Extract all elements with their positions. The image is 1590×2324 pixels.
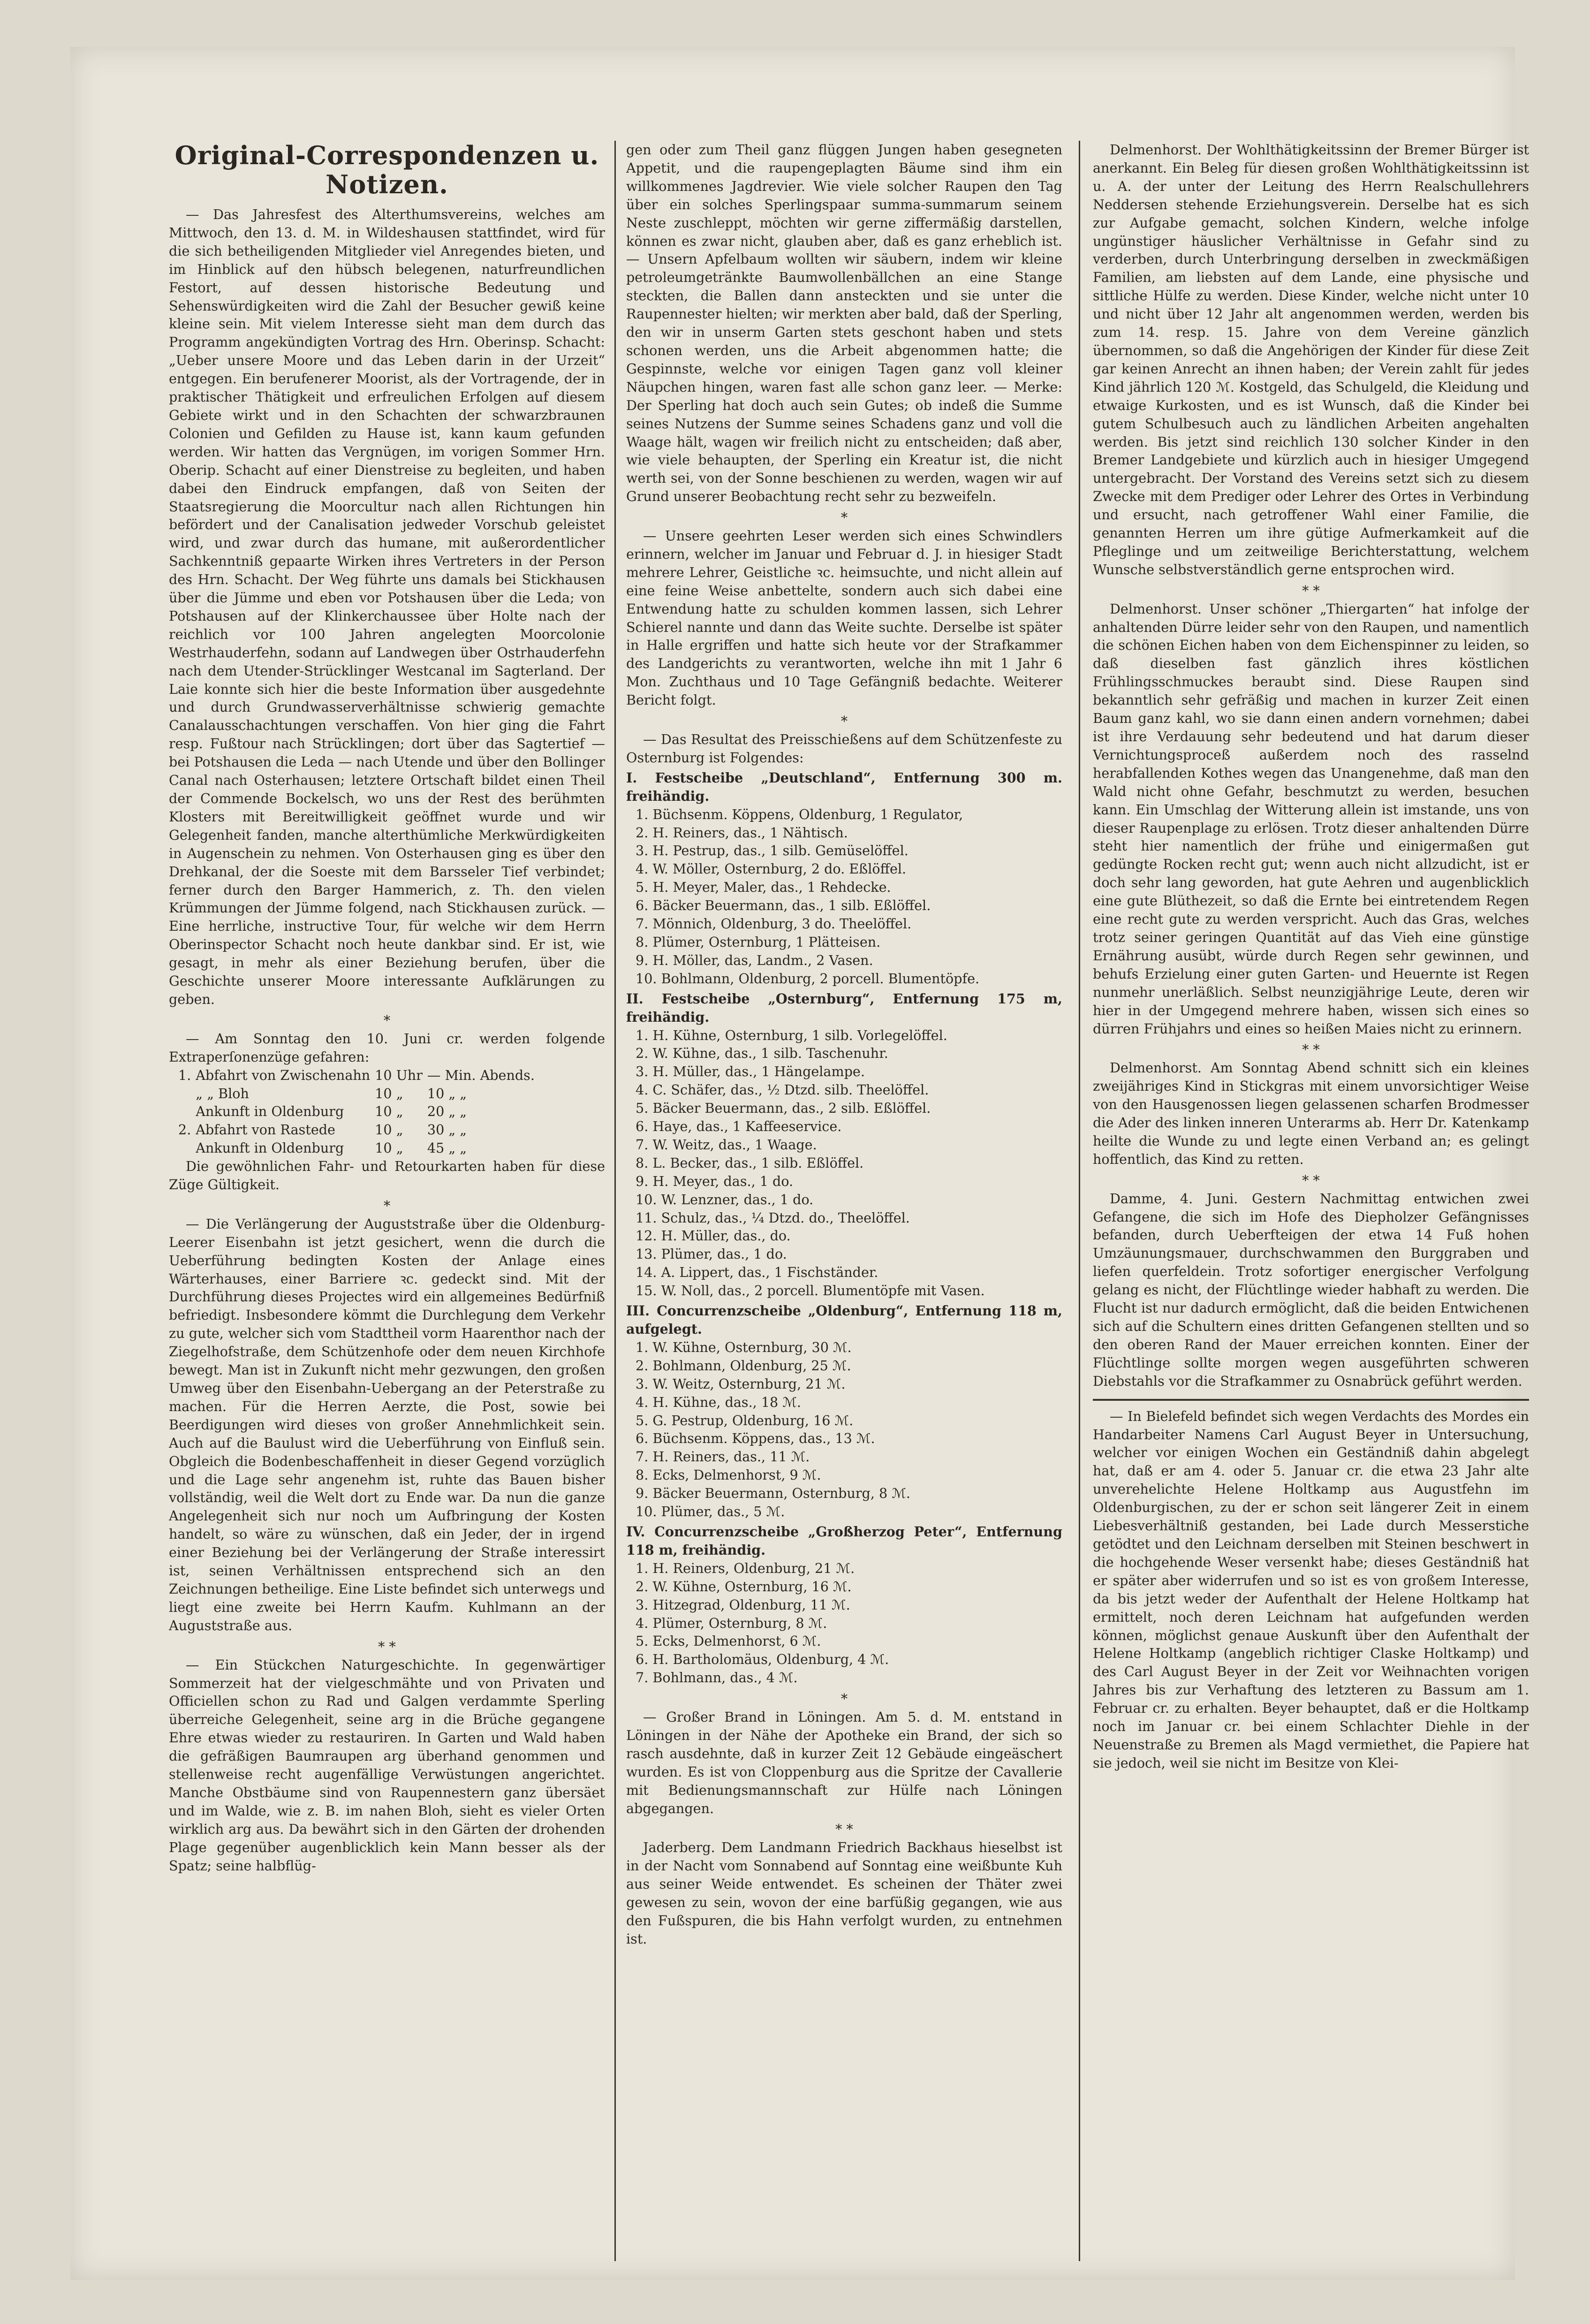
results-list-2 bbox=[626, 1026, 1062, 1300]
table-row: 1. Abfahrt von Zwischenahn 10 Uhr — Min. Abends. bbox=[178, 1067, 535, 1083]
column-3 bbox=[1093, 141, 1529, 2261]
section-festscheibe-osternburg: II. Festscheibe „Osternburg“, Entfernung 175 m, freihändig. bbox=[626, 990, 1062, 1025]
article-preisschiessen-intro: — Das Resultat des Preisschießens auf dem Schützenfeste zu Osternburg ist Folgendes: bbox=[626, 731, 1062, 766]
newspaper-page bbox=[70, 47, 1529, 2280]
section-concurrenz-grossherzog: IV. Concurrenzscheibe „Großherzog Peter“, Entfernung 118 m, freihändig. bbox=[626, 1523, 1062, 1558]
separator-star: * bbox=[383, 1012, 391, 1028]
list-item: 12. H. Müller, das., do. bbox=[636, 1228, 791, 1244]
list-item: 10. W. Lenzner, das., 1 do. bbox=[636, 1191, 814, 1208]
list-item: 8. Plümer, Osternburg, 1 Plätteisen. bbox=[636, 934, 881, 950]
article-jaderberg: Jaderberg. Dem Landmann Friedrich Backhaus hieselbst ist in der Nacht vom Sonnabend auf Sonntag eine weißbunte Kuh aus seiner Weide entwendet. Es scheinen der Thäter zwei gewesen zu sein, wovon der eine barfüßig gegangen, wie aus den Fußspuren, die bis Hahn verfolgt wurden, zu entnehmen ist. bbox=[626, 1839, 1062, 1947]
column-2 bbox=[626, 141, 1062, 2261]
list-item: 5. G. Pestrup, Oldenburg, 16 ℳ. bbox=[636, 1412, 854, 1428]
article-extrazuege-note: Die gewöhnlichen Fahr- und Retourkarten haben für diese Züge Gültigkeit. bbox=[169, 1158, 605, 1193]
list-item: 9. H. Möller, das, Landm., 2 Vasen. bbox=[636, 952, 873, 968]
list-item: 1. W. Kühne, Osternburg, 30 ℳ. bbox=[636, 1339, 852, 1355]
article-naturgeschichte-cont: gen oder zum Theil ganz flüggen Jungen haben gesegneten Appetit, und die raupengeplagten Bäume sind ihm ein willkommenes Jagdrevier. Wie viele solcher Raupen den Tag über ein solches Sperlingspaar summa-summarum seinem Neste zuschleppt, möchten wir gerne ziffermäßig darstellen, können es zwar nicht, glauben aber, daß es ganz erheblich ist. — Unsern Apfelbaum wollten wir säubern, indem wir kleine petroleumgetränkte Baumwollenbällchen an eine Stange steckten, die Ballen dann ansteckten und sie unter die Raupennester hielten; wir merkten aber bald, daß der Sperling, den wir in unserm Garten stets geschont haben und stets schonen werden, uns die Arbeit abgenommen hatte; die Gespinnste, welche vor einigen Tagen ganz voll kleiner Näupchen hingen, waren fast alle schon ganz leer. — Merke: Der Sperling hat doch auch sein Gutes; ob indeß die Summe seines Nutzens der Summe seines Schadens ganz und voll die Waage hält, wagen wir freilich nicht zu entscheiden; daß aber, wie viele behaupten, der Sperling ein Kreatur ist, die nicht werth sei, von der Sonne beschienen zu werden, wagen wir auf Grund unserer Beobachtung recht sehr zu bezweifeln. bbox=[626, 142, 1062, 505]
list-item: 4. W. Möller, Osternburg, 2 do. Eßlöffel. bbox=[636, 861, 907, 877]
list-item: 1. H. Reiners, Oldenburg, 21 ℳ. bbox=[636, 1560, 855, 1576]
list-item: 5. Ecks, Delmenhorst, 6 ℳ. bbox=[636, 1633, 821, 1649]
list-item: 10. Plümer, das., 5 ℳ. bbox=[636, 1504, 785, 1520]
list-item: 9. Bäcker Beuermann, Osternburg, 8 ℳ. bbox=[636, 1485, 910, 1502]
list-item: 3. H. Pestrup, das., 1 silb. Gemüselöffel. bbox=[636, 843, 909, 859]
list-item: 7. H. Reiners, das., 11 ℳ. bbox=[636, 1449, 810, 1465]
list-item: 5. Bäcker Beuermann, das., 2 silb. Eßlöffel. bbox=[636, 1100, 931, 1116]
list-item: 2. Bohlmann, Oldenburg, 25 ℳ. bbox=[636, 1357, 851, 1374]
separator-star: * bbox=[840, 1691, 848, 1707]
list-item: 3. H. Müller, das., 1 Hängelampe. bbox=[636, 1063, 865, 1080]
list-item: 13. Plümer, das., 1 do. bbox=[636, 1246, 787, 1262]
article-extrazuege-intro: — Am Sonntag den 10. Juni cr. werden folgende Extraperſonenzüge gefahren: bbox=[169, 1030, 605, 1065]
table-row: Ankunft in Oldenburg 10 „ 45 „ „ bbox=[196, 1140, 467, 1156]
list-item: 2. W. Kühne, Osternburg, 16 ℳ. bbox=[636, 1578, 852, 1595]
list-item: 10. Bohlmann, Oldenburg, 2 porcell. Blumentöpfe. bbox=[636, 970, 980, 987]
list-item: 2. W. Kühne, das., 1 silb. Taschenuhr. bbox=[636, 1045, 888, 1062]
section-divider bbox=[1093, 1399, 1529, 1401]
list-item: 6. Bäcker Beuermann, das., 1 silb. Eßlöffel. bbox=[636, 897, 931, 914]
separator-star: * * bbox=[835, 1821, 853, 1838]
separator-star: * * bbox=[1302, 1041, 1320, 1058]
results-list-3 bbox=[626, 1338, 1062, 1521]
list-item: 15. W. Noll, das., 2 porcell. Blumentöpfe mit Vasen. bbox=[636, 1283, 985, 1299]
list-item: 11. Schulz, das., ¼ Dtzd. do., Theelöffel. bbox=[636, 1209, 910, 1226]
list-item: 3. Hitzegrad, Oldenburg, 11 ℳ. bbox=[636, 1596, 850, 1613]
section-heading: Original-Correspondenzen u. Notizen. bbox=[174, 141, 599, 199]
article-brand-loeningen: — Großer Brand in Löningen. Am 5. d. M. entstand in Löningen in der Nähe der Apotheke ein Brand, der sich so rasch ausdehnte, daß in kurzer Zeit 12 Gebäude eingeäschert wurden. Es ist von Cloppenburg aus die Spritze der Cavallerie mit Bedienungsmannschaft zur Hülfe nach Löningen abgegangen. bbox=[626, 1709, 1062, 1816]
article-bielefeld: — In Bielefeld befindet sich wegen Verdachts des Mordes ein Handarbeiter Namens Carl August Beyer in Untersuchung, welcher vor einigen Wochen ein Geständniß dahin abgelegt hat, daß er am 4. oder 5. Januar cr. die etwa 23 Jahr alte unverehelichte Helene Holtkamp aus Augustfehn im Oldenburgischen, zu der er schon seit längerer Zeit in einem Liebesverhältniß gestanden, bei Lade durch Messerstiche getödtet und den Leichnam derselben mit Steinen beschwert in die hochgehende Weser versenkt habe; dieses Geständniß hat er später aber widerrufen und so ist es von großem Interesse, da bis jetzt weder der Aufenthalt der Helene Holtkamp hat ermittelt, noch deren Leichnam hat aufgefunden werden können, möglichst genaue Auskunft über den Aufenthalt der Helene Holtkamp (angeblich richtiger Claske Holtkamp) und des Carl August Beyer in der Zeit vor Weihnachten vorigen Jahres bis zur Verhaftung des letzteren zu Bassum am 1. Februar cr. zu erhalten. Beyer behauptet, daß er die Holtkamp noch im Januar cr. bei einem Schlachter Diehle in der Neuenstraße zu Bremen als Magd vermiethet, die Papiere hat sie jedoch, weil sie nicht im Besitze von Klei- bbox=[1093, 1408, 1529, 1771]
list-item: 3. W. Weitz, Osternburg, 21 ℳ. bbox=[636, 1375, 846, 1392]
train-schedule bbox=[178, 1066, 539, 1158]
column-rule bbox=[1079, 141, 1080, 2261]
list-item: 8. Ecks, Delmenhorst, 9 ℳ. bbox=[636, 1467, 821, 1483]
list-item: 6. Haye, das., 1 Kaffeeservice. bbox=[636, 1118, 842, 1135]
article-delmenhorst-kind: Delmenhorst. Am Sonntag Abend schnitt sich ein kleines zweijähriges Kind in Stickgras mit einem unvorsichtiger Weise von den Hausgenossen liegen gelassenen scharfen Brodmesser die Ader des linken inneren Unterarms ab. Herr Dr. Katenkamp heilte die Wunde zu und legte einen Verband an; es gelingt hoffentlich, das Kind zu retten. bbox=[1093, 1060, 1529, 1167]
article-alterthumsverein: — Das Jahresfest des Alterthumsvereins, welches am Mittwoch, den 13. d. M. in Wildeshausen stattfindet, wird für die sich betheiligenden Mitglieder viel Anregendes bieten, und im Hinblick auf den hübsch belegenen, naturfreundlichen Festort, auf dessen historische Bedeutung und Sehenswürdigkeiten wird die Zahl der Besucher gewiß keine kleine sein. Mit vielem Interesse sieht man dem durch das Programm angekündigten Vortrag des Hrn. Oberinsp. Schacht: „Ueber unsere Moore und das Leben darin in der Urzeit“ entgegen. Ein berufenerer Moorist, als der Vortragende, der in praktischer Thätigkeit und erfreulichen Erfolgen auf diesem Gebiete wirkt und in den Schachten der schwarzbraunen Colonien und Gefilden zu Hause ist, kann kaum gefunden werden. Wir hatten das Vergnügen, im vorigen Sommer Hrn. Oberip. Schacht auf einer Dienstreise zu begleiten, und haben dabei den Eindruck empfangen, daß von Seiten der Staatsregierung die Moorcultur nach allen Richtungen hin befördert und der Canalisation jedweder Vorschub geleistet wird, und zwar durch das humane, mit außerordentlicher Sachkenntniß gepaarte Wirken ihres Vertreters in der Person des Hrn. Schacht. Der Weg führte uns damals bei Stickhausen über die Jümme und eben vor Potshausen über die Leda; von Potshausen auf der Klinkerchaussee über Holte nach der reichlich vor 100 Jahren angelegten Moorcolonie Westrhauderfehn, sodann auf Landwegen über Ostrhauderfehn nach dem Utender-Strücklinger Westcanal im Sagterland. Der Laie konnte sich hier die beste Information über ausgedehnte und durch Grundwasserverhältnisse schwierig gemachte Canalausschachtungen verschaffen. Von hier ging die Fahrt resp. Fußtour nach Strücklingen; dort über das Sagtertief — bei Potshausen die Leda — nach Utende und über den Bollinger Canal nach Osterhausen; letztere Ortschaft bildet einen Theil der Commende Bockelsch, wo uns der Rest des berühmten Klosters mit Bereitwilligkeit geöffnet wurde und wir Gelegenheit fanden, manche alterthümliche Merkwürdigkeiten in Augenschein zu nehmen. Von Osterhausen ging es über den Drehkanal, der die Soeste mit dem Barsseler Tief verbindet; ferner durch den Barger Hammerich, z. Th. den vielen Krümmungen der Jümme folgend, nach Stickhausen zurück. — Eine herrliche, instructive Tour, für welche wir dem Herrn Oberinspector Schacht noch heute dankbar sind. Er ist, wie gesagt, in mehr als einer Beziehung berufen, über die Geschichte unserer Moore interessante Aufklärungen zu geben. bbox=[169, 206, 605, 1007]
section-festscheibe-deutschland: I. Festscheibe „Deutschland“, Entfernung 300 m. freihändig. bbox=[626, 769, 1062, 804]
separator-star: * bbox=[383, 1197, 391, 1214]
separator-star: * * bbox=[1302, 582, 1320, 599]
results-list-4 bbox=[626, 1559, 1062, 1687]
list-item: 2. H. Reiners, das., 1 Nähtisch. bbox=[636, 824, 848, 841]
article-schwindler: — Unsere geehrten Leser werden sich eines Schwindlers erinnern, welcher im Januar und Februar d. J. in hiesiger Stadt mehrere Lehrer, Geistliche ꝛc. heimsuchte, und nicht allein auf eine feine Weise anbettelte, sondern auch sich dabei eine Entwendung hatte zu schulden kommen lassen, sich Lehrer Schierel nannte und dann das Weite suchte. Derselbe ist später in Halle ergriffen und hatte sich heute vor der Strafkammer des Landgerichts zu verantworten, welche ihn mit 1 Jahr 6 Mon. Zuchthaus und 10 Tage Gefängniß bedachte. Weiterer Bericht folgt. bbox=[626, 528, 1062, 708]
table-row: Ankunft in Oldenburg 10 „ 20 „ „ bbox=[196, 1103, 467, 1120]
list-item: 9. H. Meyer, das., 1 do. bbox=[636, 1173, 794, 1189]
column-1 bbox=[169, 141, 605, 2261]
article-auguststrasse: — Die Verlängerung der Auguststraße über die Oldenburg-Leerer Eisenbahn ist jetzt gesichert, wenn die durch die Ueberführung bedingten Kosten der Anlage eines Wärterhauses, einer Barriere ꝛc. gedeckt sind. Mit der Durchführung dieses Projectes wird ein allgemeines Bedürfniß befriedigt. Insbesondere kömmt die Durchlegung dem Verkehr zu gute, welcher sich vom Stadttheil vorm Haarenthor nach der Ziegelhofstraße, dem Schützenhofe oder dem neuen Kirchhofe bewegt. Man ist in Zukunft nicht mehr gezwungen, den großen Umweg über den Eisenbahn-Uebergang an der Peterstraße zu machen. Für die Herren Aerzte, die Post, sowie bei Beerdigungen wird dieses von großer Annehmlichkeit sein. Auch auf die Baulust wird die Ueberführung von Einfluß sein. Obgleich die Bodenbeschaffenheit in dieser Gegend vorzüglich und die Lage sehr angenehm ist, ruhte das Bauen bisher vollständig, weil die Welt dort zu Ende war. Da nun die ganze Angelegenheit sich nur noch um Aufbringung der Kosten handelt, so wäre zu wünschen, daß ein Jeder, der in irgend einer Beziehung bei der Verlängerung der Straße interessirt ist, seinen Verhältnissen entsprechend sich an den Zeichnungen betheilige. Eine Liste befindet sich unterwegs und liegt eine zweite bei Herrn Kaufm. Kuhlmann an der Auguststraße aus. bbox=[169, 1215, 605, 1633]
list-item: 1. Büchsenm. Köppens, Oldenburg, 1 Regulator, bbox=[636, 806, 963, 822]
list-item: 4. C. Schäfer, das., ½ Dtzd. silb. Theelöffel. bbox=[636, 1082, 929, 1098]
list-item: 8. L. Becker, das., 1 silb. Eßlöffel. bbox=[636, 1154, 864, 1171]
section-concurrenz-oldenburg: III. Concurrenzscheibe „Oldenburg“, Entfernung 118 m, aufgelegt. bbox=[626, 1303, 1062, 1337]
list-item: 7. Mönnich, Oldenburg, 3 do. Theelöffel. bbox=[636, 916, 912, 932]
list-item: 4. H. Kühne, das., 18 ℳ. bbox=[636, 1394, 801, 1410]
article-delmenhorst-thiergarten: Delmenhorst. Unser schöner „Thiergarten“ hat infolge der anhaltenden Dürre leider sehr von den Raupen, und namentlich die schönen Eichen haben von dem Eichenspinner zu leiden, so daß dieselben fast gänzlich ihres köstlichen Frühlingsschmuckes beraubt sind. Diese Raupen sind bekanntlich sehr gefräßig und machen in kurzer Zeit einen Baum ganz kahl, wo sie dann einen andern vornehmen; dabei ist ihre Verdauung sehr bedeutend und hat darum dieser Vernichtungsproceß außerdem noch des rasselnd herabfallenden Kothes wegen das Unangenehme, daß man den Wald nicht ohne Gefahr, beschmutzt zu werden, besuchen kann. Ein Umschlag der Witterung allein ist imstande, uns von dieser Raupenplage zu erlösen. Trotz dieser anhaltenden Dürre steht hier namentlich der frühe und einigermaßen gut gedüngte Rocken recht gut; wenn auch nicht allzudicht, ist er doch sehr lang geworden, hat gute Aehren und augenblicklich eine gute Blüthezeit, so daß die Ernte bei eintretendem Regen eine recht gute zu werden verspricht. Auch das Gras, welches trotz seiner geringen Quantität auf das Vieh eine günstige Ernährung ausübt, würde durch Regen sehr gewinnen, und behufs Erzielung einer guten Garten- und Heuernte ist Regen nunmehr unerläßlich. Selbst neunzigjährige Leute, deren wir hier in der Umgegend mehrere haben, wissen sich eines so dürren Frühjahrs und eines so heißen Maies nicht zu erinnern. bbox=[1093, 600, 1529, 1037]
list-item: 5. H. Meyer, Maler, das., 1 Rehdecke. bbox=[636, 879, 891, 896]
article-delmenhorst-verein: Delmenhorst. Der Wohlthätigkeitssinn der Bremer Bürger ist anerkannt. Ein Beleg für diesen großen Wohlthätigkeitssinn ist u. A. der unter der Leitung des Herrn Realschullehrers Neddersen stehende Erziehungsverein. Derselbe hat es sich zur Aufgabe gemacht, solchen Kindern, welche infolge ungünstiger häuslicher Verhältnisse in Gefahr sind zu verderben, durch Unterbringung derselben in zweckmäßigen Familien, am liebsten auf dem Lande, eine physische und sittliche Hülfe zu werden. Diese Kinder, welche nicht unter 10 und nicht über 12 Jahr alt angenommen werden, werden bis zum 14. resp. 15. Jahre von dem Vereine gänzlich übernommen, so daß die Angehörigen der Kinder für diese Zeit gar keinen Anrecht an ihnen haben; der Verein zahlt für jedes Kind jährlich 120 ℳ. Kostgeld, das Schulgeld, die Kleidung und etwaige Kurkosten, und es ist Wunsch, daß die Kinder bei gutem Schulbesuch auch zu ländlichen Arbeiten angehalten werden. Bis jetzt sind reichlich 130 solcher Kinder in den Bremer Landgebiete und kürzlich auch in hiesiger Umgegend untergebracht. Der Vorstand des Vereins setzt sich zu diesem Zwecke mit dem Prediger oder Lehrer des Ortes in Verbindung und ersucht, nach getroffener Wahl einer Familie, die genannten Herren um ihre gütige Aufmerkamkeit auf die Pfleglinge und um zeitweilige Berichterstattung, welchem Wunsche selbstverständlich gerne entsprochen wird. bbox=[1093, 142, 1529, 577]
list-item: 6. Büchsenm. Köppens, das., 13 ℳ. bbox=[636, 1430, 875, 1447]
list-item: 7. Bohlmann, das., 4 ℳ. bbox=[636, 1670, 798, 1686]
table-row: 2. Abfahrt von Rastede 10 „ 30 „ „ bbox=[178, 1122, 467, 1138]
article-damme: Damme, 4. Juni. Gestern Nachmittag entwichen zwei Gefangene, die sich im Hofe des Diepholzer Gefängnisses befanden, durch Ueberfteigen der etwa 14 Fuß hohen Umzäunungsmauer, durchschwammen den Burggraben und liefen querfeldein. Trotz sofortiger energischer Verfolgung gelang es nicht, der Flüchtlinge wieder habhaft zu werden. Die Flucht ist nur dadurch ermöglicht, daß die beiden Entwichenen sich auf die Schultern eines dritten Gefangenen stellten und so den oberen Rand der Mauer erreichen konnten. Einer der Flüchtlinge sollte morgen wegen ausgeführten schweren Diebstahls vor die Strafkammer zu Osnabrück geführt werden. bbox=[1093, 1190, 1529, 1389]
separator-star: * * bbox=[1302, 1172, 1320, 1188]
separator-star: * bbox=[840, 509, 848, 526]
list-item: 14. A. Lippert, das., 1 Fischständer. bbox=[636, 1264, 878, 1281]
list-item: 6. H. Bartholomäus, Oldenburg, 4 ℳ. bbox=[636, 1651, 889, 1668]
separator-star: * bbox=[840, 713, 848, 729]
column-rule bbox=[614, 141, 616, 2261]
table-row: „ „ Bloh 10 „ 10 „ „ bbox=[196, 1085, 467, 1101]
article-naturgeschichte: — Ein Stückchen Naturgeschichte. In gegenwärtiger Sommerzeit hat der vielgeschmähte und von Privaten und Officiellen schon zu Rad und Galgen verdammte Sperling überreiche Gelegenheit, seine arg in die Brüche gegangene Ehre etwas wieder zu restauriren. In Garten und Wald haben die gefräßigen Baumraupen arg überhand genommen und stellenweise recht augenfällige Verwüstungen angerichtet. Manche Obstbäume sind von Raupennestern ganz übersäet und im Walde, wie z. B. im nahen Bloh, sieht es vieler Orten wirklich arg aus. Da bewährt sich in den Gärten der drohenden Plage gegenüber augenblicklich kein Mann besser als der Spatz; seine halbflüg- bbox=[169, 1656, 605, 1874]
list-item: 7. W. Weitz, das., 1 Waage. bbox=[636, 1136, 817, 1153]
list-item: 1. H. Kühne, Osternburg, 1 silb. Vorlegelöffel. bbox=[636, 1027, 947, 1043]
separator-star: * * bbox=[378, 1638, 396, 1655]
list-item: 4. Plümer, Osternburg, 8 ℳ. bbox=[636, 1615, 827, 1631]
results-list-1 bbox=[626, 805, 1062, 988]
